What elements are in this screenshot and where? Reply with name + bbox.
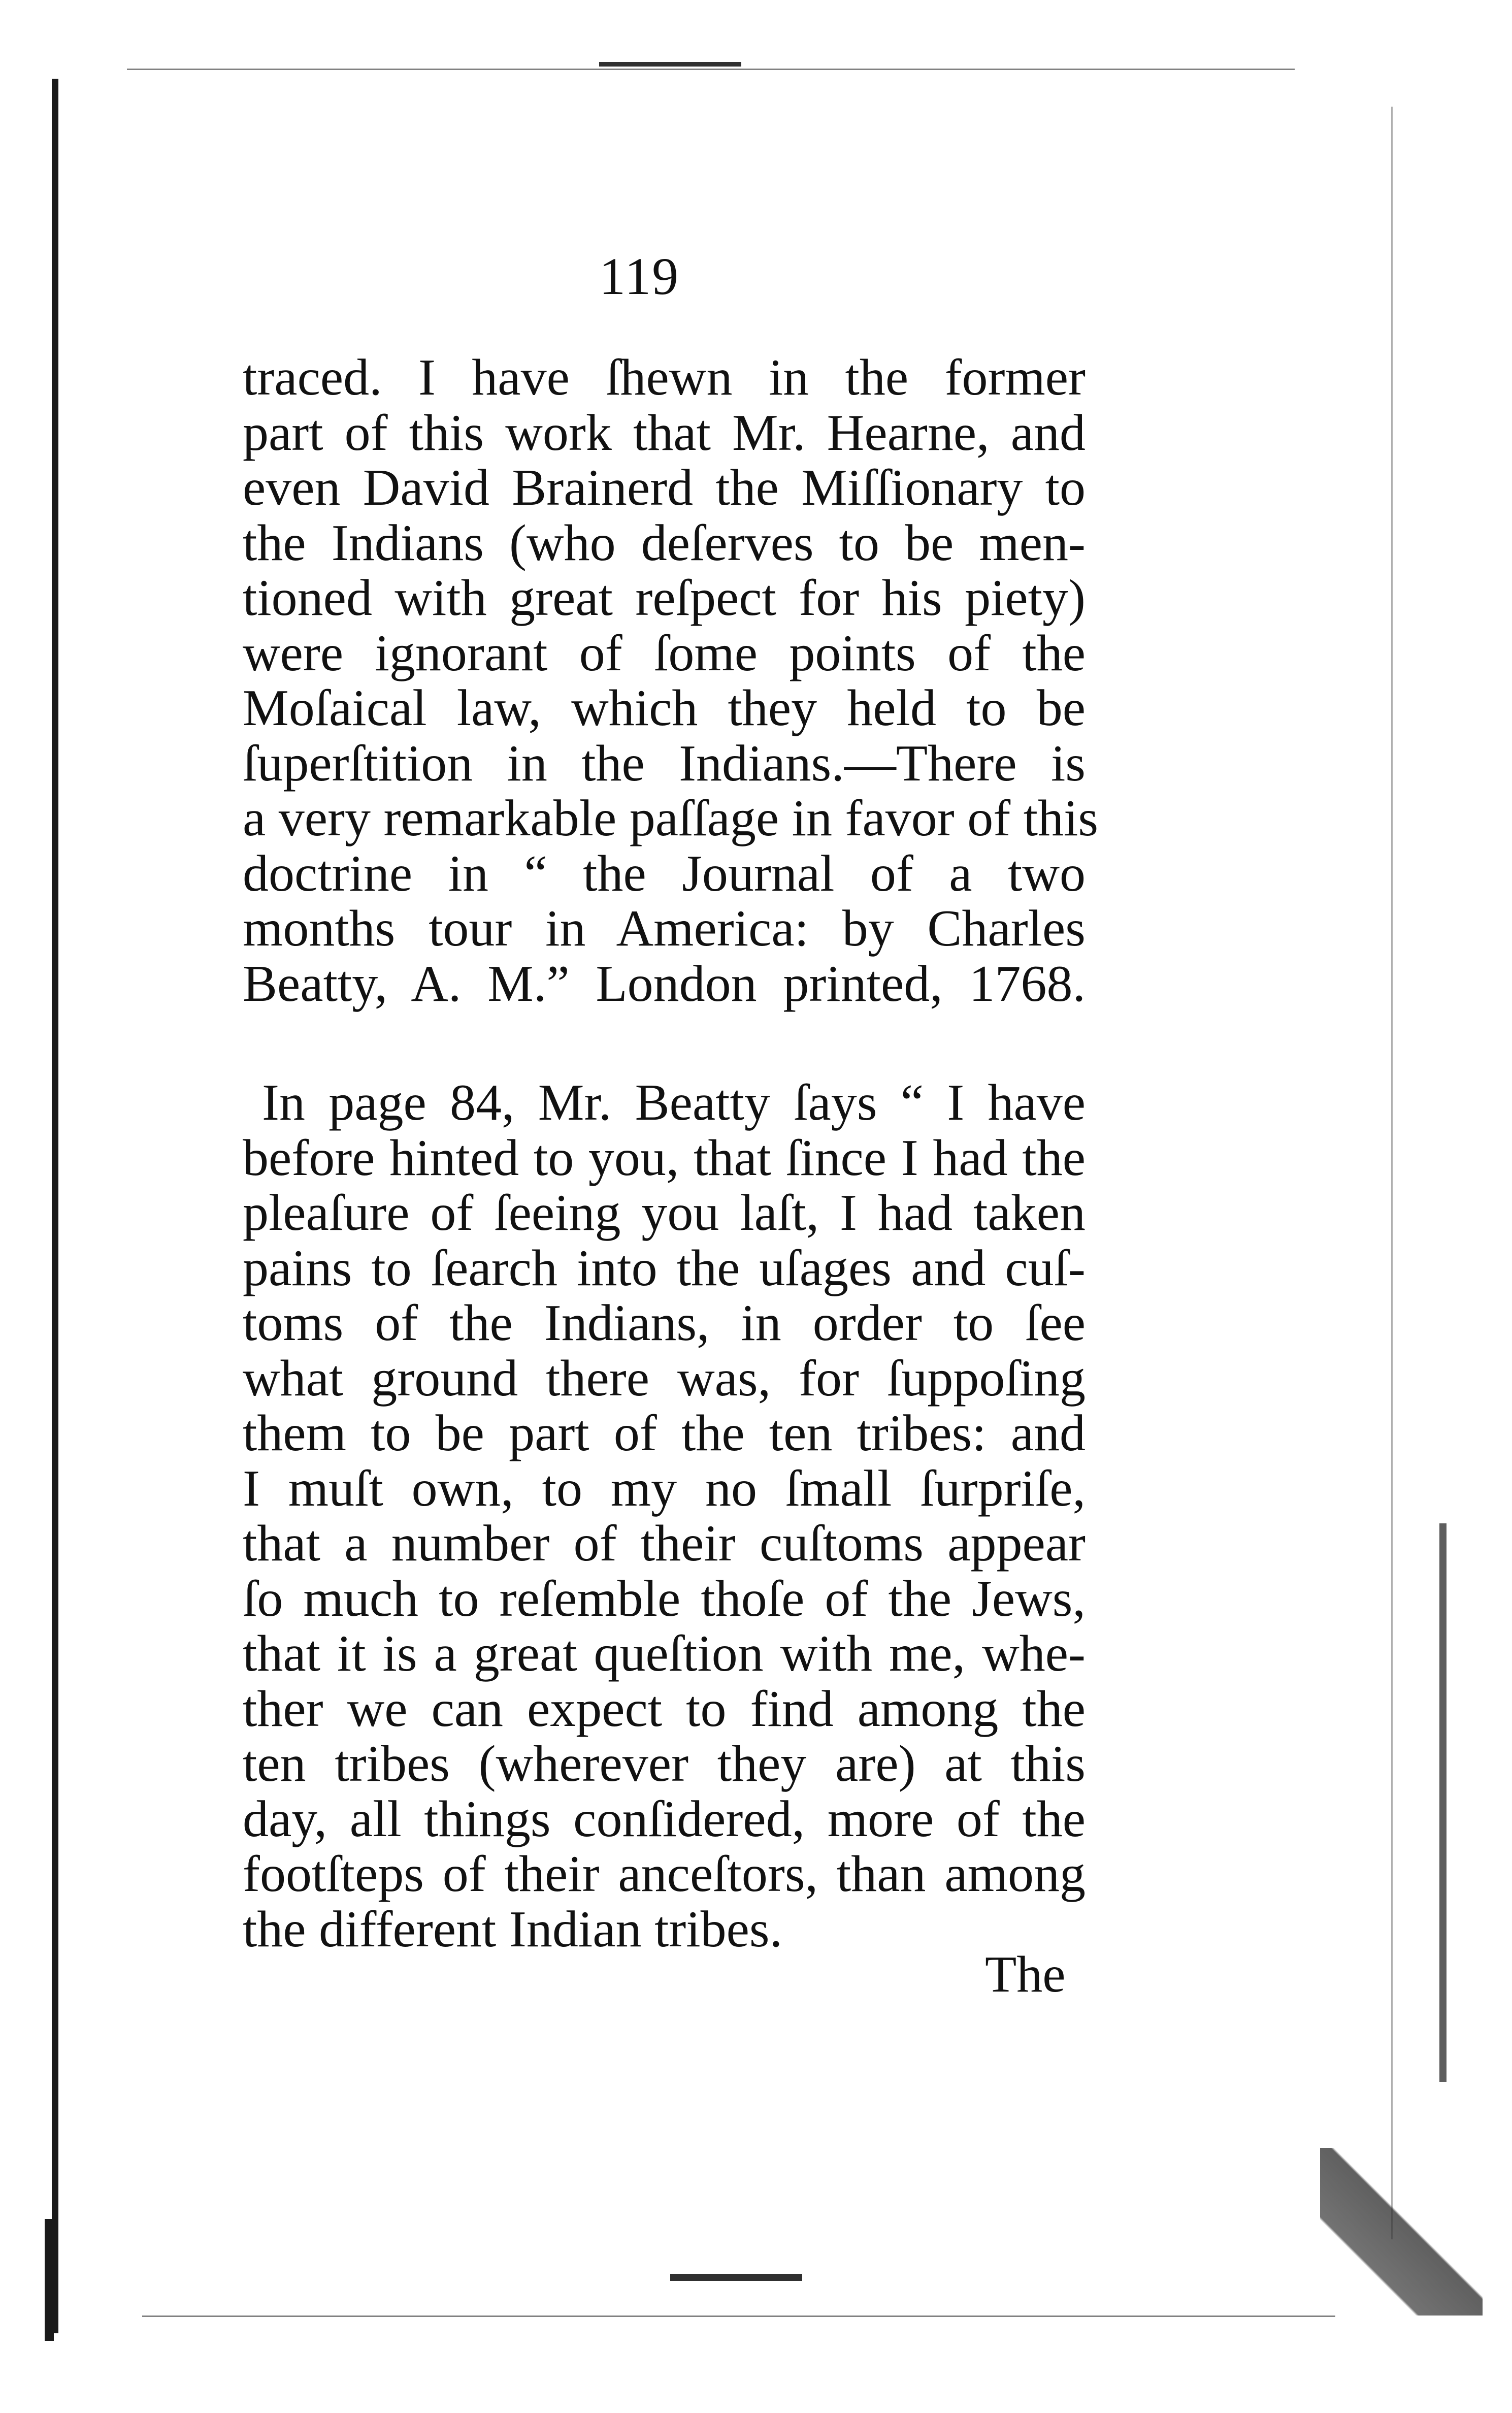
- text-line: part of this work that Mr. Hearne, and: [243, 404, 1086, 462]
- paragraph-2: [243, 1075, 1086, 1957]
- text-line: that it is a great queſtion with me, whe-: [243, 1625, 1086, 1682]
- text-line: day, all things conſidered, more of the: [243, 1790, 1086, 1848]
- text-line: ſo much to reſemble thoſe of the Jews,: [243, 1570, 1086, 1627]
- text-line: doctrine in “ the Journal of a two: [243, 844, 1086, 902]
- text-line: a very remarkable paſſage in favor of this: [243, 790, 1099, 847]
- text-line: even David Brainerd the Miſſionary to: [243, 459, 1086, 516]
- text-line: that a number of their cuſtoms appear: [243, 1515, 1086, 1572]
- text-line: I muſt own, to my no ſmall ſurpriſe,: [243, 1459, 1086, 1517]
- text-line: traced. I have ſhewn in the former: [243, 349, 1086, 406]
- text-line: In page 84, Mr. Beatty ſays “ I have: [262, 1074, 1086, 1131]
- scan-left-edge: [52, 79, 58, 2333]
- scan-bottom-edge: [142, 2316, 1335, 2317]
- text-line: ſuperſtition in the Indians.—There is: [243, 734, 1086, 792]
- text-line: pains to ſearch into the uſages and cuſ-: [243, 1239, 1086, 1297]
- scan-right-edge: [1391, 107, 1393, 2239]
- text-line: tioned with great reſpect for his piety): [243, 569, 1086, 627]
- scan-top-edge: [127, 69, 1295, 70]
- text-line: Moſaical law, which they held to be: [243, 679, 1086, 737]
- page-corner-curl: [1320, 2148, 1483, 2316]
- scan-left-edge-mark: [45, 2219, 54, 2341]
- text-line: them to be part of the ten tribes: and: [243, 1405, 1086, 1462]
- text-line: footſteps of their anceſtors, than among: [243, 1845, 1086, 1903]
- text-line: before hinted to you, that ſince I had the: [243, 1129, 1086, 1187]
- text-line: Beatty, A. M.” London printed, 1768.: [243, 955, 1086, 1013]
- text-line: ten tribes (wherever they are) at this: [243, 1735, 1086, 1792]
- text-line: pleaſure of ſeeing you laſt, I had taken: [243, 1184, 1086, 1242]
- page-number: 119: [599, 247, 680, 306]
- text-line: toms of the Indians, in order to ſee: [243, 1294, 1086, 1352]
- paragraph-1: [243, 349, 1099, 1013]
- text-line: ther we can expect to find among the: [243, 1680, 1086, 1738]
- text-line: months tour in America: by Charles: [243, 900, 1086, 957]
- catchword: The: [985, 1946, 1066, 2003]
- text-line: were ignorant of ſome points of the: [243, 624, 1086, 682]
- scan-top-mark: [599, 62, 741, 67]
- scan-bottom-mark: [670, 2274, 802, 2281]
- scan-right-edge-mark: [1439, 1523, 1447, 2082]
- text-line: what ground there was, for ſuppoſing: [243, 1349, 1086, 1407]
- text-line: the different Indian tribes.: [243, 1900, 783, 1958]
- text-line: the Indians (who deſerves to be men-: [243, 514, 1086, 572]
